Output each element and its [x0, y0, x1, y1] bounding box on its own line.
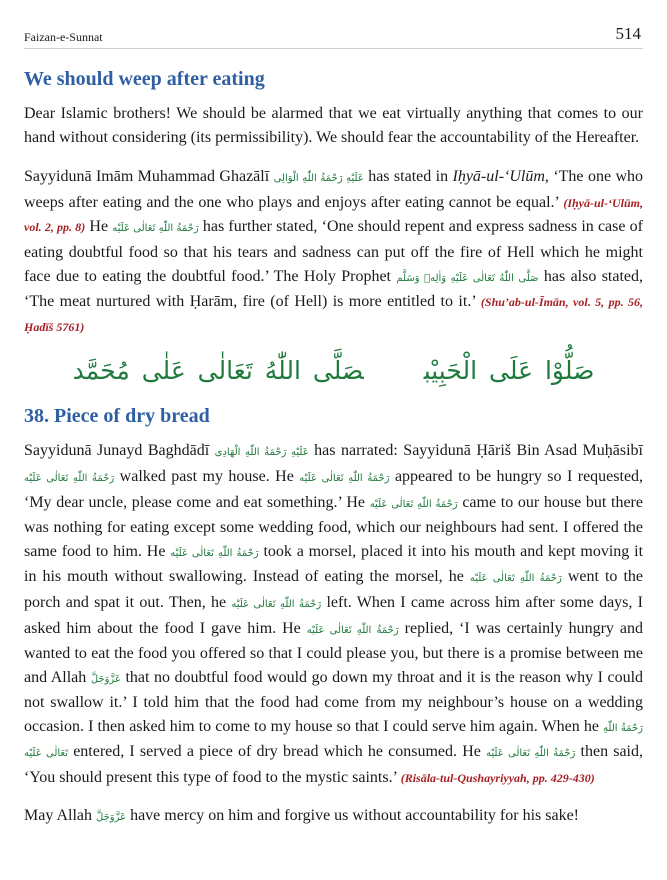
page-content — [24, 66, 643, 829]
running-header — [24, 22, 643, 49]
citation: (Risāla-tul-Qushayriyyah, pp. 429-430) — [400, 771, 595, 786]
text-run: has further stated, ‘One should repent and express sadness in case of eating doubtful food so that his tears and sadness can put off the fire of Hell which he might face due to eating the doubtful food.’ The Holy Prophet — [24, 218, 643, 285]
text-run: has stated in — [368, 168, 449, 186]
text-run: have mercy on him and forgive us without accountability for his sake! — [130, 806, 579, 824]
salat-left: صَلَّى اللّٰهُ تَعَالٰى عَلٰى مُحَمَّد — [72, 356, 364, 386]
book-title: Iḥyā-ul-‘Ulūm — [452, 168, 545, 186]
section-heading-dry-bread: 38. Piece of dry bread — [24, 405, 210, 428]
text-run: entered, I served a piece of dry bread which he consumed. He — [73, 743, 481, 761]
arabic-honorific: رَحْمَةُ اللّٰهِ تَعَالٰى عَلَيْه — [469, 573, 562, 585]
arabic-honorific: رَحْمَةُ اللّٰهِ تَعَالٰى عَلَيْه — [231, 598, 322, 610]
salat-right: صَلُّوْا عَلَى الْحَبِيْب — [423, 356, 595, 386]
arabic-honorific: عَزَّوَجَلَّ — [96, 811, 127, 823]
text-run: has narrated: Sayyidunā Ḥāriš Bin Asad Muḥāsibī — [314, 442, 643, 460]
running-title: Faizan-e-Sunnat — [24, 30, 103, 44]
arabic-honorific: رَحْمَةُ اللّٰهِ تَعَالٰى عَلَيْه — [24, 722, 644, 760]
arabic-honorific: رَحْمَةُ اللّٰهِ تَعَالٰى عَلَيْه — [299, 472, 390, 484]
text-run: took a morsel, placed it into his mouth and kept moving it in his mouth without swallowing. Instead of eating the morsel, he — [24, 542, 644, 586]
citation: (Shu’ab-ul-Īmān, vol. 5, pp. 56, Ḥadīš 5761) — [24, 295, 644, 334]
text-run: has also stated, ‘The meat nurtured with Ḥarām, fire (of Hell) is more entitled to it.’ — [24, 267, 644, 311]
citation: (Iḥyā-ul-‘Ulūm, vol. 2, pp. 8) — [24, 195, 643, 235]
text-run: came to our house but there was nothing for eating except some wedding food, which our neighbours had sent. I offered the same food to him. He — [24, 493, 643, 560]
text-run: replied, ‘I was certainly hungry and wanted to eat the food you offered so that I could please you, but there is a promise between me and Allah — [24, 619, 644, 686]
text-run: May Allah — [24, 806, 92, 824]
text-run: Sayyidunā Junayd Baghdādī — [24, 442, 210, 460]
section-heading-weep: We should weep after eating — [24, 68, 265, 90]
paragraph-intro: Dear Islamic brothers! We should be alarmed that we eat virtually anything that comes to our hand without considering (its permissibility). We should fear the accountability of the Hereafter. — [24, 105, 643, 146]
arabic-honorific: صَلَّى اللّٰهُ تَعَالٰى عَلَيْهِ وَاٰلِهٖ وَسَلَّم — [396, 272, 539, 284]
paragraph-junayd — [24, 439, 643, 790]
text-run: left. When I came across him after some days, I asked him about the food I gave him. He — [24, 593, 644, 637]
arabic-honorific: رَحْمَةُ اللّٰهِ تَعَالٰى عَلَيْه — [170, 547, 259, 559]
text-run: , ‘The one who weeps after eating and the one who plays and enjoys after eating cannot be equal.’ — [24, 168, 643, 211]
page-number: 514 — [615, 24, 641, 43]
arabic-honorific: رَحْمَةُ اللّٰهِ تَعَالٰى عَلَيْه — [369, 498, 458, 510]
text-run: appeared to be hungry so I requested, ‘My dear uncle, please come and eat something.’ He — [24, 467, 644, 511]
text-run: that no doubtful food would go down my throat and it is the reason why I could not swallow it.’ I told him that the food had come from my neighbour’s house on a wedding occasion. I then asked him to come to my house so that I could serve him again. When he — [24, 668, 644, 735]
text-run: went to the porch and spat it out. Then, he — [24, 568, 643, 611]
paragraph-closing-dua — [24, 804, 643, 830]
arabic-honorific: عَلَيْهِ رَحْمَةُ اللّٰهِ الْهَادِى — [214, 447, 309, 459]
arabic-honorific: رَحْمَةُ اللّٰهِ تَعَالٰى عَلَيْه — [486, 748, 576, 760]
arabic-honorific: عَزَّوَجَلَّ — [90, 673, 121, 685]
text-run: then said, ‘You should present this type of food to the mystic saints.’ — [24, 743, 643, 787]
arabic-honorific: رَحْمَةُ اللّٰهِ تَعَالٰى عَلَيْه — [24, 472, 115, 484]
text-run: He — [89, 218, 109, 236]
arabic-honorific: رَحْمَةُ اللّٰهِ تَعَالٰى عَلَيْه — [306, 624, 399, 636]
salat-calligraphy — [24, 339, 643, 403]
paragraph-ghazali — [24, 165, 643, 339]
text-run: walked past my house. He — [119, 467, 294, 485]
arabic-honorific: عَلَيْهِ رَحْمَةُ اللّٰهِ الْوَالِى — [273, 173, 364, 185]
text-run: Sayyidunā Imām Muhammad Ghazālī — [24, 168, 270, 186]
arabic-honorific: رَحْمَةُ اللّٰهِ تَعَالٰى عَلَيْه — [112, 223, 199, 235]
